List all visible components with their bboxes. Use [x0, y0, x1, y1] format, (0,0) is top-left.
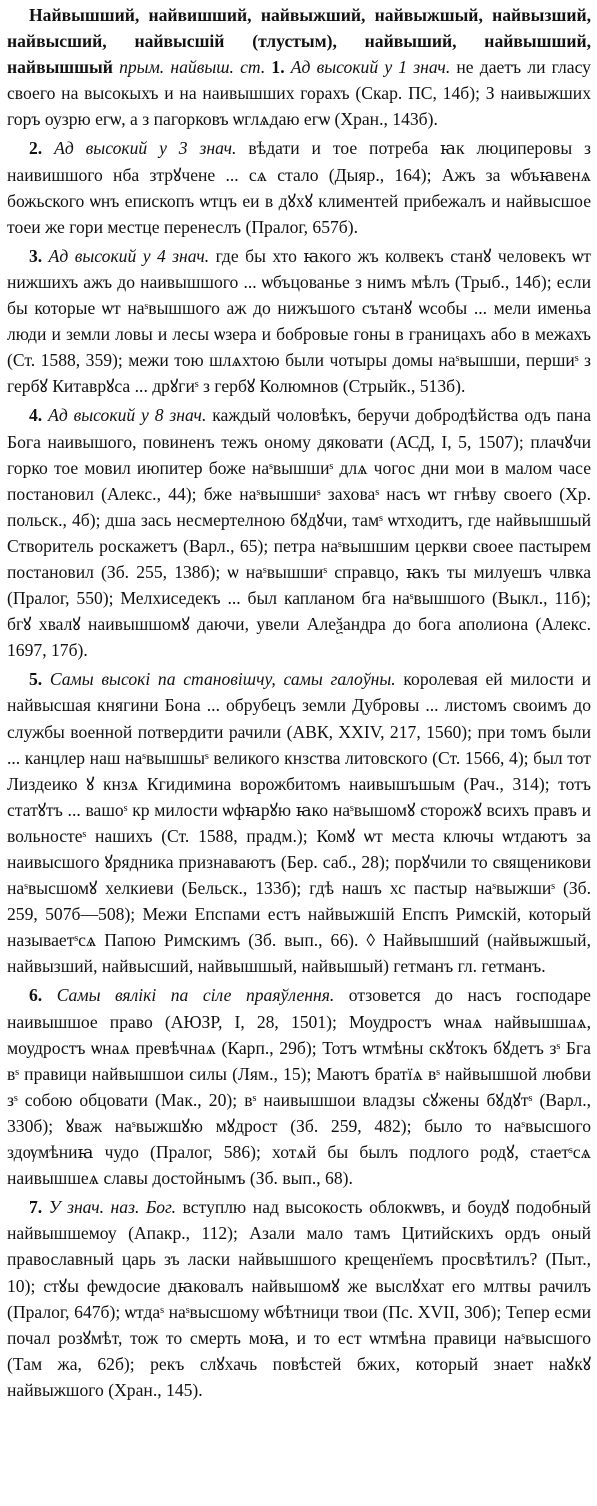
sense-text: королевая ей милости и найвысшая княгини Бона ... обрубецъ земли Дубровы ... листомъ своимъ до службы военной потвердити рачили (АВК, XXIV, 217, 1560); при томъ были ... канцлер наш наˢвышшыˢ великого кнзства литовского (Ст. 1566, 4); был тот Лиздеико ꙋ кнзѧ Кгидимина ворожбитомъ наивышъшым (Рач., 314); тотъ статꙋтъ ... вашоˢ кр милости ѡфꙗрꙋю ꙗко наˢвышомꙋ сторожꙋ всихъ правъ и вольностеˢ нашихъ (Ст. 1588, прадм.); Комꙋ ѡт места ключы ѡтдаютъ за наивысшого ꙋрядника признаваютъ (Бер. саб., 28); порꙋчили то священикови наˢвысшомꙋ хелкиеви (Бельск., 133б); гдѣ нашъ хс пастыр наˢвыжшиˢ (Зб. 259, 507б—508); Межи Епспами естъ найвыжшій Епспъ Римскій, который называетˢсѧ Папою Римскимъ (Зб. вып., 66). ◊ Найвышший (найвыжшый, найвызший, найвысший, найвышшый, найвышый) гетманъ гл. гетманъ.: [7, 669, 591, 977]
entry-sense-2: [7, 135, 591, 239]
entry-sense-7: [7, 1194, 591, 1403]
sense-text: где бы хто ꙗкого жъ колвекъ станꙋ человекъ ѡт нижшихъ ажъ до наивышшого ... ѡбъцованье з нимъ мѣлъ (Трыб., 14б); если бы которые ѡт наˢвышшого аж до нижъшого сътанꙋ ѡсобы ... мели именьа люди и земли ловы и лесы ѡзера и бобровые гоны в границахъ або в межахъ (Ст. 1588, 359); межи тою шлѧхтою были чотыры домы наˢвышши, першиˢ з гербꙋ Китаврꙋса ... дрꙋгиˢ з гербꙋ Колюмнов (Стрыйк., 513б).: [7, 245, 591, 397]
entry-sense-1: [7, 2, 591, 132]
sense-label: Самы высокі па становішчу, самы галоўны.: [49, 669, 396, 690]
entry-sense-3: [7, 243, 591, 400]
sense-label: Самы вялікі па сіле праяўлення.: [56, 985, 335, 1006]
sense-text: не даетъ ли гласу своего на высокыхъ и на наивышших горахъ (Скар. ПС, 14б); З наивыжших горъ оузрю егѡ, а з пагорковъ ѡглѧдаю егѡ (Хран., 143б).: [7, 57, 591, 130]
sense-label: Ад высокий у 3 знач.: [54, 138, 237, 159]
sense-number: 5.: [29, 669, 43, 690]
sense-text: каждый чоловѣкъ, беручи добродѣйства одъ пана Бога наивышого, повиненъ тежъ оному дяковати (АСД, I, 5, 1507); плачꙋчи горко тое мовил июпитер боже наˢвышшиˢ длѧ чогос дни мои в малом часе постановил (Алекс., 44); бже наˢвышшиˢ заховаˢ насъ ѡт гнѣву своего (Хр. польск., 4б); дша зась несмертелною бꙋдꙋчи, тамˢ ѡтходитъ, где найвышшый Створитель роскажетъ (Варл., 65); петра наˢвышшим церкви своее пастырем постановил (Зб. 255, 138б); ѡ наˢвышшиˢ справцо, ꙗкъ ты милуешъ члвка (Пралог, 550); Мелхиседекъ ... был капланом бга наˢвышшого (Выкл., 11б); бгꙋ хвалꙋ наивышшомꙋ даючи, увели Алеѯандра до бога аполиона (Алекс. 1697, 17б).: [7, 405, 591, 661]
sense-number: 7.: [29, 1197, 43, 1218]
sense-label: Ад высокий у 4 знач.: [48, 245, 210, 266]
entry-sense-5: [7, 666, 591, 979]
sense-text: вступлю над высокость облокѡвъ, и боудꙋ подобный найвышшемоу (Апакр., 112); Азали мало тамъ Цитийскихъ ордъ оный православный царь зъ ласки найвышшого крещенïемъ просвѣтилъ? (Пыт., 10); стꙋы феѡдосие дꙗковалъ найвышомꙋ же выслꙋхат его млтвы рачилъ (Пралог, 647б); ѡтдаˢ наˢвысшому ѡбѣтници твои (Пс. XVII, 30б); Тепер есми почал розꙋмѣт, тож то смерть моꙗ, и то ест ѡтмѣна правици наˢвысшого (Там жа, 62б); рекъ слꙋхачь повѣстей бжих, который знает наꙋкꙋ найвыжшого (Хран., 145).: [7, 1197, 592, 1400]
sense-number: 1.: [271, 57, 285, 78]
sense-label: У знач. наз. Бог.: [48, 1197, 177, 1218]
sense-number: 3.: [29, 245, 43, 266]
headword: Найвышший, найвишший, найвыжший, найвыжшый, найвызший, найвысший, найвысшій (тлустым), найвыший, найвышший, найвышшый: [7, 5, 591, 78]
entry-sense-6: [7, 982, 591, 1191]
sense-label: Ад высокий у 1 знач.: [290, 57, 451, 78]
entry-sense-4: [7, 402, 591, 663]
sense-text: вѣдати и тое потреба ꙗк люциперовы з наивишшого нба зтрꙋчене ... сѧ стало (Дыяр., 164); Ажъ за ѡбъꙗвенѧ божьского ѡнъ епископъ ѡтцъ еи в дꙋхꙋ климентей прибежалъ и найвысшое тоеи же гори местце перенеслъ (Пралог, 657б).: [7, 138, 591, 237]
sense-label: Ад высокий у 8 знач.: [48, 405, 207, 426]
sense-number: 6.: [29, 985, 43, 1006]
sense-text: отзовется до насъ господаре наивышшое право (АЮЗР, I, 28, 1501); Моудростъ ѡнаѧ найвышшаѧ, моудростъ ѡнаѧ превѣчнаѧ (Карп., 29б); Тотъ ѡтмѣны скꙋтокъ бꙋдетъ зˢ Бга вˢ правици найвышшои силы (Лям., 15); Маютъ братїѧ вˢ найвышшой любви зˢ собою обцовати (Мак., 20); вˢ наивышшои владзы сꙋжены бꙋдꙋтˢ (Варл., 330б); ꙋваж наˢвыжшꙋю мꙋдрост (Зб. 259, 482); было то наˢвысшого здѹмѣниꙗ чудо (Пралог, 586); хотѧй бы былъ подлого родꙋ, стаетˢсѧ наивышшеѧ славы достойнымъ (Зб. вып., 68).: [7, 985, 591, 1189]
sense-number: 4.: [29, 405, 43, 426]
sense-number: 2.: [29, 138, 43, 159]
grammar-note: прым. найвыш. ст.: [119, 57, 266, 78]
